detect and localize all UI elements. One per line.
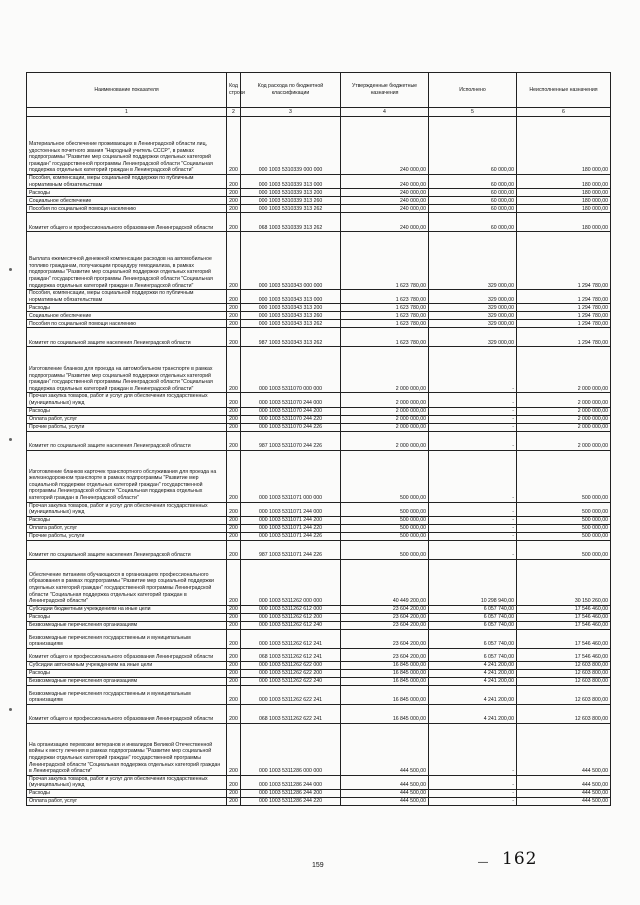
cell-executed: 60 000,00 — [429, 175, 517, 189]
cell-line-code: 200 — [227, 775, 241, 789]
cell-executed: 329 000,00 — [429, 312, 517, 320]
cell-approved: 23 604 200,00 — [341, 648, 429, 661]
cell-budget-code: 000 1003 5310339 313 000 — [241, 175, 341, 189]
cell-indicator-name: Оплата работ, услуг — [27, 797, 227, 805]
cell-approved: 2 000 000,00 — [341, 423, 429, 431]
cell-remaining: 12 603 800,00 — [517, 661, 611, 669]
cell-budget-code: 000 1003 5311262 612 241 — [241, 629, 341, 648]
header-remaining: Неисполненные назначения — [517, 73, 611, 108]
cell-budget-code: 000 1003 5311071 244 000 — [241, 502, 341, 516]
cell-line-code: 200 — [227, 347, 241, 393]
cell-executed: 4 241 200,00 — [429, 685, 517, 704]
cell-approved: 500 000,00 — [341, 450, 429, 502]
table-row — [27, 661, 611, 669]
cell-approved: 2 000 000,00 — [341, 431, 429, 450]
cell-executed: 6 057 740,00 — [429, 648, 517, 661]
cell-approved: 16 845 000,00 — [341, 685, 429, 704]
cell-budget-code: 000 1003 5311286 000 000 — [241, 723, 341, 775]
table-row — [27, 189, 611, 197]
table-row — [27, 669, 611, 677]
cell-executed: 60 000,00 — [429, 189, 517, 197]
cell-remaining: 180 000,00 — [517, 117, 611, 175]
cell-approved: 240 000,00 — [341, 175, 429, 189]
cell-indicator-name: Безвозмездные перечисления организациям — [27, 621, 227, 629]
cell-executed: 60 000,00 — [429, 117, 517, 175]
table-row — [27, 704, 611, 723]
cell-executed: 6 057 740,00 — [429, 629, 517, 648]
cell-remaining: 500 000,00 — [517, 540, 611, 559]
cell-remaining: 444 500,00 — [517, 775, 611, 789]
header-executed: Исполнено — [429, 73, 517, 108]
table-row — [27, 677, 611, 685]
cell-budget-code: 000 1003 5311262 612 240 — [241, 621, 341, 629]
cell-budget-code: 000 1003 5311286 244 220 — [241, 797, 341, 805]
table-row — [27, 423, 611, 431]
cell-line-code: 200 — [227, 407, 241, 415]
cell-line-code: 200 — [227, 393, 241, 407]
table-row — [27, 213, 611, 232]
cell-remaining: 180 000,00 — [517, 205, 611, 213]
cell-budget-code: 987 1003 5310343 313 262 — [241, 328, 341, 347]
cell-executed: - — [429, 450, 517, 502]
cell-indicator-name: Комитет общего и профессионального образования Ленинградской области — [27, 213, 227, 232]
cell-approved: 1 623 780,00 — [341, 328, 429, 347]
cell-remaining: 17 546 460,00 — [517, 629, 611, 648]
cell-remaining: 500 000,00 — [517, 532, 611, 540]
cell-indicator-name: Прочие работы, услуги — [27, 532, 227, 540]
cell-remaining: 1 294 780,00 — [517, 304, 611, 312]
cell-executed: 6 057 740,00 — [429, 621, 517, 629]
cell-budget-code: 000 1003 5310339 000 000 — [241, 117, 341, 175]
cell-executed: 60 000,00 — [429, 205, 517, 213]
table-row — [27, 502, 611, 516]
cell-budget-code: 000 1003 5311071 244 220 — [241, 524, 341, 532]
cell-remaining: 30 150 260,00 — [517, 559, 611, 605]
cell-executed: - — [429, 540, 517, 559]
table-row — [27, 629, 611, 648]
cell-remaining: 500 000,00 — [517, 450, 611, 502]
cell-indicator-name: Изготовление бланков для проезда на автомобильном транспорте в рамках подпрограммы "Развитие мер социальной поддержки отдельных категорий граждан" государственной программы Ленинградской области "Социальная поддержка отдельных категорий граждан в Ленинградской области" — [27, 347, 227, 393]
cell-line-code: 200 — [227, 175, 241, 189]
column-number: 5 — [429, 108, 517, 117]
cell-approved: 23 604 200,00 — [341, 629, 429, 648]
budget-execution-table — [26, 72, 611, 806]
cell-approved: 500 000,00 — [341, 532, 429, 540]
table-row — [27, 393, 611, 407]
cell-remaining: 500 000,00 — [517, 502, 611, 516]
table-row — [27, 312, 611, 320]
cell-line-code: 200 — [227, 789, 241, 797]
cell-indicator-name: Субсидии автономным учреждениям на иные цели — [27, 661, 227, 669]
cell-budget-code: 000 1003 5311262 622 241 — [241, 685, 341, 704]
cell-executed: - — [429, 423, 517, 431]
column-number: 2 — [227, 108, 241, 117]
cell-remaining: 17 546 460,00 — [517, 648, 611, 661]
table-row — [27, 559, 611, 605]
page-number: 159 — [312, 862, 324, 869]
cell-remaining: 17 546 460,00 — [517, 605, 611, 613]
cell-indicator-name: Комитет по социальной защите населения Ленинградской области — [27, 431, 227, 450]
cell-remaining: 1 294 780,00 — [517, 328, 611, 347]
cell-budget-code: 068 1003 5311262 612 241 — [241, 648, 341, 661]
cell-approved: 1 623 780,00 — [341, 304, 429, 312]
cell-approved: 444 500,00 — [341, 797, 429, 805]
table-row — [27, 320, 611, 328]
cell-indicator-name: Расходы — [27, 516, 227, 524]
cell-line-code: 200 — [227, 304, 241, 312]
cell-approved: 1 623 780,00 — [341, 232, 429, 290]
cell-executed: - — [429, 516, 517, 524]
cell-budget-code: 000 1003 5310339 313 200 — [241, 189, 341, 197]
cell-line-code: 200 — [227, 532, 241, 540]
cell-approved: 16 845 000,00 — [341, 704, 429, 723]
cell-line-code: 200 — [227, 661, 241, 669]
cell-indicator-name: Расходы — [27, 613, 227, 621]
cell-executed: - — [429, 775, 517, 789]
cell-indicator-name: Расходы — [27, 189, 227, 197]
cell-budget-code: 000 1003 5311070 244 220 — [241, 415, 341, 423]
cell-budget-code: 000 1003 5310339 313 262 — [241, 205, 341, 213]
cell-approved: 40 449 200,00 — [341, 559, 429, 605]
cell-remaining: 17 546 460,00 — [517, 621, 611, 629]
cell-indicator-name: Материальное обеспечение проживающих в Ленинградской области лиц, удостоенных почетного звания "Народный учитель СССР", в рамках подпрограммы "Развитие мер социальной поддержки отдельных категорий граждан" государственной программы Ленинградской области "Социальная поддержка отдельных категорий граждан в Ленинградской области" — [27, 117, 227, 175]
cell-indicator-name: Комитет общего и профессионального образования Ленинградской области — [27, 704, 227, 723]
table-row — [27, 304, 611, 312]
table-row — [27, 723, 611, 775]
cell-approved: 1 623 780,00 — [341, 320, 429, 328]
cell-budget-code: 000 1003 5310343 000 000 — [241, 232, 341, 290]
cell-indicator-name: Расходы — [27, 789, 227, 797]
cell-line-code: 200 — [227, 524, 241, 532]
cell-approved: 240 000,00 — [341, 205, 429, 213]
table-header-row — [27, 73, 611, 108]
cell-remaining: 12 603 800,00 — [517, 704, 611, 723]
table-row — [27, 197, 611, 205]
cell-indicator-name: Изготовление бланков карточек транспортного обслуживания для проезда на железнодорожном транспорте в рамках подпрограммы "Развитие мер социальной поддержки отдельных категорий граждан" государственной программы Ленинградской области "Социальная поддержка отдельных категорий граждан в Ленинградской области" — [27, 450, 227, 502]
cell-approved: 2 000 000,00 — [341, 415, 429, 423]
cell-executed: - — [429, 415, 517, 423]
cell-approved: 444 500,00 — [341, 789, 429, 797]
cell-budget-code: 000 1003 5311070 000 000 — [241, 347, 341, 393]
cell-budget-code: 000 1003 5310343 313 000 — [241, 290, 341, 304]
column-number: 4 — [341, 108, 429, 117]
cell-indicator-name: Расходы — [27, 407, 227, 415]
column-number-row — [27, 108, 611, 117]
cell-indicator-name: Безвозмездные перечисления государственным и муниципальным организациям — [27, 629, 227, 648]
cell-budget-code: 068 1003 5310339 313 262 — [241, 213, 341, 232]
cell-indicator-name: Пособия, компенсации, меры социальной поддержки по публичным нормативным обязательствам — [27, 175, 227, 189]
table-body — [27, 117, 611, 806]
cell-remaining: 1 294 780,00 — [517, 232, 611, 290]
cell-line-code: 200 — [227, 328, 241, 347]
cell-remaining: 444 500,00 — [517, 723, 611, 775]
cell-approved: 500 000,00 — [341, 502, 429, 516]
cell-line-code: 200 — [227, 415, 241, 423]
cell-indicator-name: Пособия по социальной помощи населению — [27, 320, 227, 328]
cell-budget-code: 068 1003 5311262 622 241 — [241, 704, 341, 723]
cell-line-code: 200 — [227, 312, 241, 320]
cell-line-code: 200 — [227, 423, 241, 431]
cell-budget-code: 987 1003 5311071 244 226 — [241, 540, 341, 559]
cell-approved: 23 604 200,00 — [341, 613, 429, 621]
cell-executed: 329 000,00 — [429, 320, 517, 328]
cell-remaining: 17 546 460,00 — [517, 613, 611, 621]
cell-budget-code: 000 1003 5311262 612 000 — [241, 605, 341, 613]
table-row — [27, 797, 611, 805]
cell-line-code: 200 — [227, 431, 241, 450]
cell-indicator-name: Оплата работ, услуг — [27, 415, 227, 423]
cell-executed: - — [429, 532, 517, 540]
cell-remaining: 444 500,00 — [517, 797, 611, 805]
cell-indicator-name: Выплата ежемесячной денежной компенсации расходов на автомобильное топливо гражданам, получающим процедуру гемодиализа, в рамках подпрограммы "Развитие мер социальной поддержки отдельных категорий граждан" государственной программы Ленинградской области "Социальная поддержка отдельных категорий граждан в Ленинградской области" — [27, 232, 227, 290]
cell-line-code: 200 — [227, 605, 241, 613]
cell-budget-code: 000 1003 5311262 622 000 — [241, 661, 341, 669]
cell-approved: 1 623 780,00 — [341, 312, 429, 320]
cell-line-code: 200 — [227, 669, 241, 677]
cell-budget-code: 000 1003 5311071 244 200 — [241, 516, 341, 524]
table-row — [27, 205, 611, 213]
table-row — [27, 540, 611, 559]
table-row — [27, 117, 611, 175]
cell-line-code: 200 — [227, 723, 241, 775]
cell-executed: - — [429, 347, 517, 393]
cell-remaining: 500 000,00 — [517, 516, 611, 524]
cell-line-code: 200 — [227, 704, 241, 723]
cell-line-code: 200 — [227, 613, 241, 621]
cell-indicator-name: Расходы — [27, 669, 227, 677]
cell-remaining: 2 000 000,00 — [517, 431, 611, 450]
cell-line-code: 200 — [227, 677, 241, 685]
cell-approved: 500 000,00 — [341, 516, 429, 524]
cell-budget-code: 000 1003 5311262 622 240 — [241, 677, 341, 685]
cell-executed: 60 000,00 — [429, 197, 517, 205]
cell-budget-code: 000 1003 5311071 000 000 — [241, 450, 341, 502]
cell-remaining: 1 294 780,00 — [517, 320, 611, 328]
cell-line-code: 200 — [227, 559, 241, 605]
cell-indicator-name: Обеспечение питанием обучающихся в организациях профессионального образования в рамках подпрограммы "Развитие мер социальной поддержки отдельных категорий граждан" государственной программы Ленинградской области "Социальная поддержка отдельных категорий граждан в Ленинградской области" — [27, 559, 227, 605]
table-row — [27, 685, 611, 704]
table-row — [27, 407, 611, 415]
cell-line-code: 200 — [227, 117, 241, 175]
cell-remaining: 444 500,00 — [517, 789, 611, 797]
cell-budget-code: 000 1003 5311070 244 226 — [241, 423, 341, 431]
cell-approved: 1 623 780,00 — [341, 290, 429, 304]
cell-approved: 16 845 000,00 — [341, 677, 429, 685]
cell-approved: 16 845 000,00 — [341, 661, 429, 669]
cell-approved: 444 500,00 — [341, 723, 429, 775]
table-row — [27, 621, 611, 629]
column-number: 6 — [517, 108, 611, 117]
cell-approved: 2 000 000,00 — [341, 347, 429, 393]
cell-approved: 500 000,00 — [341, 524, 429, 532]
cell-line-code: 200 — [227, 629, 241, 648]
cell-line-code: 200 — [227, 502, 241, 516]
cell-budget-code: 000 1003 5311262 000 000 — [241, 559, 341, 605]
table-row — [27, 524, 611, 532]
cell-executed: - — [429, 789, 517, 797]
header-indicator-name: Наименование показателя — [27, 73, 227, 108]
table-row — [27, 290, 611, 304]
table-row — [27, 450, 611, 502]
cell-line-code: 200 — [227, 621, 241, 629]
cell-executed: 10 298 940,00 — [429, 559, 517, 605]
cell-line-code: 200 — [227, 540, 241, 559]
cell-line-code: 200 — [227, 232, 241, 290]
cell-remaining: 180 000,00 — [517, 175, 611, 189]
cell-line-code: 200 — [227, 197, 241, 205]
cell-remaining: 12 603 800,00 — [517, 677, 611, 685]
cell-remaining: 2 000 000,00 — [517, 393, 611, 407]
cell-executed: 329 000,00 — [429, 304, 517, 312]
cell-remaining: 1 294 780,00 — [517, 312, 611, 320]
cell-approved: 23 604 200,00 — [341, 621, 429, 629]
cell-budget-code: 000 1003 5310343 313 260 — [241, 312, 341, 320]
table-row — [27, 605, 611, 613]
cell-line-code: 200 — [227, 685, 241, 704]
cell-line-code: 200 — [227, 648, 241, 661]
cell-indicator-name: Безвозмездные перечисления организациям — [27, 677, 227, 685]
cell-approved: 23 604 200,00 — [341, 605, 429, 613]
cell-budget-code: 000 1003 5311070 244 000 — [241, 393, 341, 407]
cell-executed: 4 241 200,00 — [429, 661, 517, 669]
table-row — [27, 328, 611, 347]
cell-approved: 444 500,00 — [341, 775, 429, 789]
cell-line-code: 200 — [227, 516, 241, 524]
cell-indicator-name: Прочие работы, услуги — [27, 423, 227, 431]
cell-indicator-name: Прочая закупка товаров, работ и услуг для обеспечения государственных (муниципальных) нужд — [27, 393, 227, 407]
cell-executed: - — [429, 407, 517, 415]
cell-indicator-name: Социальное обеспечение — [27, 312, 227, 320]
cell-executed: - — [429, 723, 517, 775]
cell-budget-code: 000 1003 5310343 313 200 — [241, 304, 341, 312]
cell-indicator-name: Пособия по социальной помощи населению — [27, 205, 227, 213]
cell-line-code: 200 — [227, 450, 241, 502]
table-row — [27, 431, 611, 450]
scan-mark — [9, 268, 12, 271]
cell-line-code: 200 — [227, 290, 241, 304]
cell-indicator-name: Комитет по социальной защите населения Ленинградской области — [27, 540, 227, 559]
table-row — [27, 415, 611, 423]
cell-budget-code: 000 1003 5310339 313 260 — [241, 197, 341, 205]
table-row — [27, 532, 611, 540]
cell-executed: 4 241 200,00 — [429, 704, 517, 723]
cell-executed: 329 000,00 — [429, 290, 517, 304]
cell-executed: 60 000,00 — [429, 213, 517, 232]
cell-executed: 4 241 200,00 — [429, 669, 517, 677]
cell-executed: - — [429, 797, 517, 805]
scan-mark — [9, 708, 12, 711]
header-line-code: Код строки — [227, 73, 241, 108]
cell-indicator-name: Социальное обеспечение — [27, 197, 227, 205]
cell-remaining: 1 294 780,00 — [517, 290, 611, 304]
cell-executed: - — [429, 524, 517, 532]
cell-indicator-name: Оплата работ, услуг — [27, 524, 227, 532]
table-row — [27, 347, 611, 393]
cell-remaining: 180 000,00 — [517, 189, 611, 197]
table-row — [27, 775, 611, 789]
cell-remaining: 180 000,00 — [517, 213, 611, 232]
cell-budget-code: 000 1003 5310343 313 262 — [241, 320, 341, 328]
cell-indicator-name: Прочая закупка товаров, работ и услуг для обеспечения государственных (муниципальных) нужд — [27, 502, 227, 516]
cell-indicator-name: Комитет по социальной защите населения Ленинградской области — [27, 328, 227, 347]
cell-remaining: 2 000 000,00 — [517, 347, 611, 393]
cell-budget-code: 000 1003 5311286 244 000 — [241, 775, 341, 789]
cell-line-code: 200 — [227, 189, 241, 197]
cell-indicator-name: Комитет общего и профессионального образования Ленинградской области — [27, 648, 227, 661]
cell-budget-code: 000 1003 5311262 622 200 — [241, 669, 341, 677]
footer-dash: — — [478, 857, 488, 868]
table-row — [27, 613, 611, 621]
cell-executed: - — [429, 502, 517, 516]
cell-remaining: 2 000 000,00 — [517, 407, 611, 415]
cell-executed: 6 057 740,00 — [429, 613, 517, 621]
cell-executed: 329 000,00 — [429, 328, 517, 347]
cell-budget-code: 000 1003 5311262 612 200 — [241, 613, 341, 621]
cell-remaining: 180 000,00 — [517, 197, 611, 205]
table-row — [27, 175, 611, 189]
cell-approved: 16 845 000,00 — [341, 669, 429, 677]
cell-approved: 2 000 000,00 — [341, 393, 429, 407]
cell-approved: 240 000,00 — [341, 197, 429, 205]
column-number: 3 — [241, 108, 341, 117]
table-row — [27, 516, 611, 524]
header-approved: Утвержденные бюджетные назначения — [341, 73, 429, 108]
cell-line-code: 200 — [227, 213, 241, 232]
cell-approved: 240 000,00 — [341, 213, 429, 232]
cell-indicator-name: Субсидии бюджетным учреждениям на иные цели — [27, 605, 227, 613]
cell-line-code: 200 — [227, 320, 241, 328]
cell-line-code: 200 — [227, 797, 241, 805]
cell-budget-code: 000 1003 5311286 244 200 — [241, 789, 341, 797]
table-row — [27, 648, 611, 661]
cell-indicator-name: Прочая закупка товаров, работ и услуг для обеспечения государственных (муниципальных) нужд — [27, 775, 227, 789]
header-budget-code: Код расхода по бюджетной классификации — [241, 73, 341, 108]
cell-approved: 500 000,00 — [341, 540, 429, 559]
cell-executed: - — [429, 393, 517, 407]
cell-approved: 240 000,00 — [341, 117, 429, 175]
cell-remaining: 2 000 000,00 — [517, 415, 611, 423]
table-row — [27, 789, 611, 797]
cell-indicator-name: На организацию перевозки ветеранов и инвалидов Великой Отечественной войны к месту лечения в рамках подпрограммы "Развитие мер социальной поддержки отдельных категорий граждан" государственной программы Ленинградской области "Социальная поддержка отдельных категорий граждан в Ленинградской области" — [27, 723, 227, 775]
column-number: 1 — [27, 108, 227, 117]
cell-budget-code: 987 1003 5311070 244 226 — [241, 431, 341, 450]
cell-indicator-name: Расходы — [27, 304, 227, 312]
cell-budget-code: 000 1003 5311071 244 226 — [241, 532, 341, 540]
cell-remaining: 12 603 800,00 — [517, 685, 611, 704]
cell-executed: 329 000,00 — [429, 232, 517, 290]
cell-approved: 240 000,00 — [341, 189, 429, 197]
cell-indicator-name: Пособия, компенсации, меры социальной поддержки по публичным нормативным обязательствам — [27, 290, 227, 304]
scan-mark — [9, 438, 12, 441]
cell-indicator-name: Безвозмездные перечисления государственным и муниципальным организациям — [27, 685, 227, 704]
cell-executed: 4 241 200,00 — [429, 677, 517, 685]
cell-remaining: 500 000,00 — [517, 524, 611, 532]
stamped-sheet-number: 162 — [502, 849, 538, 869]
cell-line-code: 200 — [227, 205, 241, 213]
cell-executed: 6 057 740,00 — [429, 605, 517, 613]
cell-approved: 2 000 000,00 — [341, 407, 429, 415]
cell-remaining: 2 000 000,00 — [517, 423, 611, 431]
cell-budget-code: 000 1003 5311070 244 200 — [241, 407, 341, 415]
cell-executed: - — [429, 431, 517, 450]
cell-remaining: 12 603 800,00 — [517, 669, 611, 677]
table-row — [27, 232, 611, 290]
